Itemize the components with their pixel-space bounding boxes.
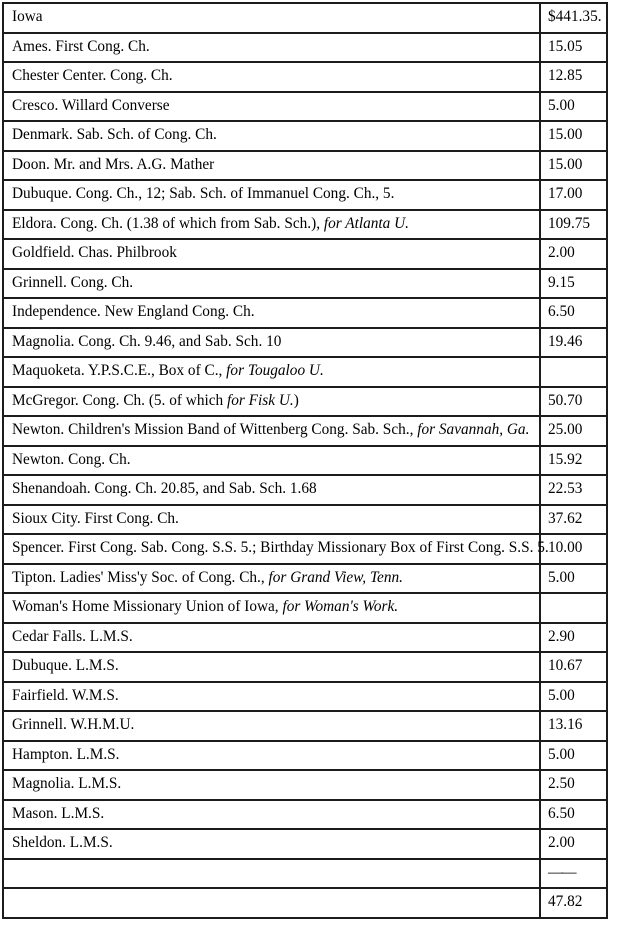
table-row (3, 210, 607, 240)
table-row (3, 180, 607, 210)
entry-description (3, 357, 540, 387)
table-row (3, 62, 607, 92)
table-body (3, 3, 607, 918)
entry-description (3, 298, 540, 328)
entry-description (3, 180, 540, 210)
table-row (3, 534, 607, 564)
entry-amount: 2.00 (540, 829, 607, 859)
table-row (3, 800, 607, 830)
entry-text: Grinnell. W.H.M.U. (12, 716, 135, 734)
table-row (3, 741, 607, 771)
entry-amount: 50.70 (540, 387, 607, 417)
table-row (3, 416, 607, 446)
entry-description (3, 800, 540, 830)
entry-description (3, 593, 540, 623)
entry-amount: 10.00 (540, 534, 607, 564)
entry-designation-italic: for Fisk U. (226, 391, 294, 409)
table-row (3, 682, 607, 712)
entry-description (3, 711, 540, 741)
entry-description (3, 770, 540, 800)
entry-amount: 109.75 (540, 210, 607, 240)
entry-designation-italic: for Grand View, Tenn. (268, 568, 403, 586)
entry-description (3, 534, 549, 564)
entry-description (3, 269, 540, 299)
entry-text: Dubuque. Cong. Ch., 12; Sab. Sch. of Immanuel Cong. Ch., 5. (12, 185, 395, 203)
entry-description (3, 92, 540, 122)
entry-description (3, 387, 540, 417)
entry-amount: 15.92 (540, 446, 607, 476)
entry-amount: 5.00 (540, 564, 607, 594)
table-row (3, 121, 607, 151)
table-row (3, 151, 607, 181)
entry-text: Hampton. L.M.S. (12, 745, 120, 763)
table-row (3, 92, 607, 122)
entry-description (3, 475, 540, 505)
table-row (3, 239, 607, 269)
entry-text: Shenandoah. Cong. Ch. 20.85, and Sab. Sch. 1.68 (12, 480, 317, 498)
entry-amount: 5.00 (540, 682, 607, 712)
entry-designation-italic: for Atlanta U. (323, 214, 409, 232)
table-row (3, 475, 607, 505)
entry-amount: 2.50 (540, 770, 607, 800)
entry-text: Sioux City. First Cong. Ch. (12, 509, 179, 527)
entry-description (3, 33, 540, 63)
table-row (3, 328, 607, 358)
entry-text: Goldfield. Chas. Philbrook (12, 244, 177, 262)
table-row (3, 3, 607, 33)
entry-text: Cresco. Willard Converse (12, 96, 170, 114)
entry-text: Magnolia. L.M.S. (12, 775, 122, 793)
entry-amount: 22.53 (540, 475, 607, 505)
entry-amount: 13.16 (540, 711, 607, 741)
entry-text: Eldora. Cong. Ch. (1.38 of which from Sab. Sch.), (12, 214, 324, 232)
entry-designation-italic: for Savannah, Ga. (417, 421, 530, 439)
entry-amount: 25.00 (540, 416, 607, 446)
table-row (3, 357, 607, 387)
entry-description (3, 121, 540, 151)
entry-designation-italic: for Woman's Work. (282, 598, 399, 616)
table-row (3, 564, 607, 594)
table-row (3, 711, 607, 741)
entry-amount: 5.00 (540, 92, 607, 122)
entry-amount: 47.82 (540, 888, 607, 918)
entry-description (3, 446, 540, 476)
entry-amount: 37.62 (540, 505, 607, 535)
entry-amount: 12.85 (540, 62, 607, 92)
entry-amount: 17.00 (540, 180, 607, 210)
entry-text: Spencer. First Cong. Sab. Cong. S.S. 5.; Birthday Missionary Box of First Cong. S.S. 5. (12, 539, 549, 557)
entry-amount: 19.46 (540, 328, 607, 358)
table-row (3, 652, 607, 682)
entry-amount: 2.00 (540, 239, 607, 269)
entry-amount (540, 593, 607, 623)
entry-text: Newton. Cong. Ch. (12, 450, 131, 468)
entry-text: Mason. L.M.S. (12, 804, 105, 822)
entry-description (3, 505, 540, 535)
table-row (3, 593, 607, 623)
entry-description (3, 210, 540, 240)
entry-description (3, 682, 540, 712)
entry-amount (540, 357, 607, 387)
entry-text: Chester Center. Cong. Ch. (12, 67, 173, 85)
table-row (3, 298, 607, 328)
entry-text: Independence. New England Cong. Ch. (12, 303, 255, 321)
entry-description (3, 829, 540, 859)
entry-description (3, 741, 540, 771)
iowa-receipts-table (2, 2, 608, 919)
entry-text: Doon. Mr. and Mrs. A.G. Mather (12, 155, 215, 173)
table-row (3, 770, 607, 800)
entry-text: Maquoketa. Y.P.S.C.E., Box of C., (12, 362, 227, 380)
entry-text: Ames. First Cong. Ch. (12, 37, 150, 55)
entry-text: Cedar Falls. L.M.S. (12, 627, 133, 645)
entry-description (3, 859, 540, 889)
table-row (3, 623, 607, 653)
entry-text: Woman's Home Missionary Union of Iowa, (12, 598, 283, 616)
entry-amount: 6.50 (540, 298, 607, 328)
entry-description (3, 151, 540, 181)
table-row (3, 387, 607, 417)
sum-rule-dash: —— (540, 859, 607, 889)
table-row (3, 446, 607, 476)
entry-amount: $441.35. (540, 3, 607, 33)
table-row (3, 829, 607, 859)
entry-designation-italic: for Tougaloo U. (226, 362, 324, 380)
entry-text: Newton. Children's Mission Band of Wittenberg Cong. Sab. Sch., (12, 421, 418, 439)
entry-amount: 5.00 (540, 741, 607, 771)
entry-description (3, 3, 540, 33)
entry-amount: 10.67 (540, 652, 607, 682)
entry-description (3, 564, 540, 594)
entry-amount: 15.00 (540, 121, 607, 151)
entry-description (3, 623, 540, 653)
entry-text: Denmark. Sab. Sch. of Cong. Ch. (12, 126, 217, 144)
entry-description (3, 62, 540, 92)
table-row (3, 859, 607, 889)
entry-text: Magnolia. Cong. Ch. 9.46, and Sab. Sch. 10 (12, 332, 282, 350)
entry-amount: 9.15 (540, 269, 607, 299)
table-row (3, 888, 607, 918)
entry-amount: 15.05 (540, 33, 607, 63)
entry-description (3, 652, 540, 682)
entry-text: Sheldon. L.M.S. (12, 834, 113, 852)
entry-description (3, 328, 540, 358)
table-row (3, 269, 607, 299)
entry-description (3, 416, 540, 446)
entry-description (3, 888, 540, 918)
entry-amount: 2.90 (540, 623, 607, 653)
entry-text: Grinnell. Cong. Ch. (12, 273, 134, 291)
table-row (3, 505, 607, 535)
entry-suffix: ) (293, 391, 299, 409)
entry-amount: 6.50 (540, 800, 607, 830)
entry-text: McGregor. Cong. Ch. (5. of which (12, 391, 227, 409)
entry-amount: 15.00 (540, 151, 607, 181)
entry-text: Iowa (12, 8, 43, 26)
entry-description (3, 239, 540, 269)
entry-text: Dubuque. L.M.S. (12, 657, 119, 675)
entry-text: Fairfield. W.M.S. (12, 686, 119, 704)
entry-text: Tipton. Ladies' Miss'y Soc. of Cong. Ch., (12, 568, 269, 586)
table-row (3, 33, 607, 63)
